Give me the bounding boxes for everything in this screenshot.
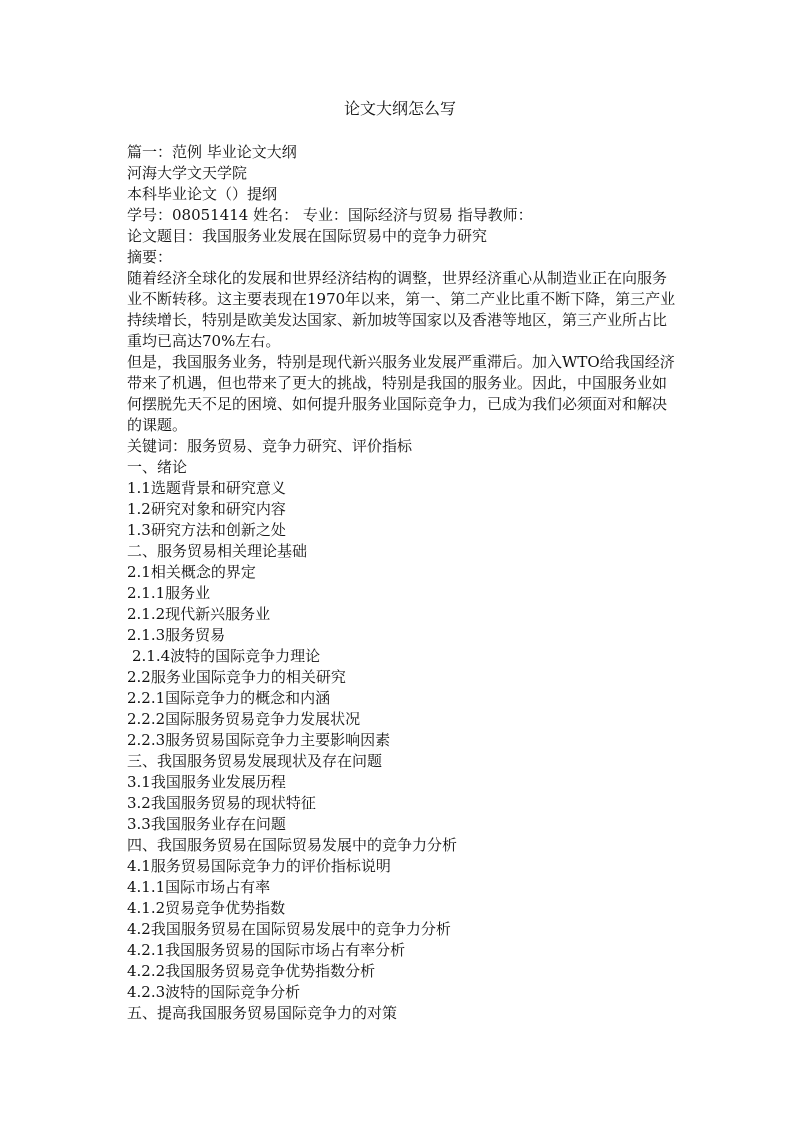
- outline-item: 2.1.1服务业: [127, 584, 211, 602]
- thesis-topic: 论文题目：我国服务业发展在国际贸易中的竞争力研究: [127, 227, 488, 245]
- outline-item: 1.3研究方法和创新之处: [127, 521, 286, 539]
- outline-chapter: 二、服务贸易相关理论基础: [127, 542, 308, 560]
- student-info: 学号：08051414 姓名： 专业：国际经济与贸易 指导教师：: [127, 206, 533, 224]
- outline-item: 3.1我国服务业发展历程: [127, 773, 286, 791]
- outline-item: 2.1.3服务贸易: [127, 626, 226, 644]
- outline-item: 4.2.3波特的国际竞争分析: [127, 983, 301, 1001]
- outline-item: 2.1.2现代新兴服务业: [127, 605, 271, 623]
- outline-item: 2.2服务业国际竞争力的相关研究: [127, 668, 346, 686]
- school-name: 河海大学文天学院: [127, 164, 248, 182]
- outline-item: 2.2.1国际竞争力的概念和内涵: [127, 689, 331, 707]
- outline-item: 4.2.1我国服务贸易的国际市场占有率分析: [127, 941, 406, 959]
- outline-item: 2.2.2国际服务贸易竞争力发展状况: [127, 710, 361, 728]
- outline-item: 2.2.3服务贸易国际竞争力主要影响因素: [127, 731, 391, 749]
- outline-item: 4.1服务贸易国际竞争力的评价指标说明: [127, 857, 391, 875]
- document-body: [127, 142, 677, 1024]
- outline-chapter: 一、绪论: [127, 458, 188, 476]
- outline-item: 4.2我国服务贸易在国际贸易发展中的竞争力分析: [127, 920, 451, 938]
- outline-chapter: 三、我国服务贸易发展现状及存在问题: [127, 752, 383, 770]
- outline-item: 2.1相关概念的界定: [127, 563, 256, 581]
- document-title: 论文大纲怎么写: [343, 99, 456, 118]
- outline-item: 3.3我国服务业存在问题: [127, 815, 286, 833]
- abstract-paragraph-1: 随着经济全球化的发展和世界经济结构的调整，世界经济重心从制造业正在向服务业不断转移。这主要表现在1970年以来，第一、第二产业比重不断下降，第三产业持续增长，特别是欧美发达国家、新加坡等国家以及香港等地区，第三产业所占比重均已高达70%左右。: [127, 269, 676, 350]
- abstract-label: 摘要：: [127, 248, 173, 266]
- outline-item: 4.2.2我国服务贸易竞争优势指数分析: [127, 962, 376, 980]
- outline-item: 4.1.2贸易竞争优势指数: [127, 899, 286, 917]
- outline-item: 1.1选题背景和研究意义: [127, 479, 286, 497]
- outline-chapter: 五、提高我国服务贸易国际竞争力的对策: [127, 1004, 398, 1022]
- outline-item: 2.1.4波特的国际竞争力理论: [132, 647, 321, 665]
- abstract-paragraph-2: 但是，我国服务业务，特别是现代新兴服务业发展严重滞后。加入WTO给我国经济带来了机遇，但也带来了更大的挑战，特别是我国的服务业。因此，中国服务业如何摆脱先天不足的困境、如何提升服务业国际竞争力，已成为我们必须面对和解决的课题。: [127, 353, 675, 434]
- outline-title: 本科毕业论文（）提纲: [127, 185, 278, 203]
- outline-item: 4.1.1国际市场占有率: [127, 878, 271, 896]
- keywords: 关键词：服务贸易、竞争力研究、评价指标: [127, 437, 413, 455]
- outline-item: 3.2我国服务贸易的现状特征: [127, 794, 316, 812]
- section-heading: 篇一：范例 毕业论文大纲: [127, 143, 297, 161]
- outline-chapter: 四、我国服务贸易在国际贸易发展中的竞争力分析: [127, 836, 458, 854]
- outline-item: 1.2研究对象和研究内容: [127, 500, 286, 518]
